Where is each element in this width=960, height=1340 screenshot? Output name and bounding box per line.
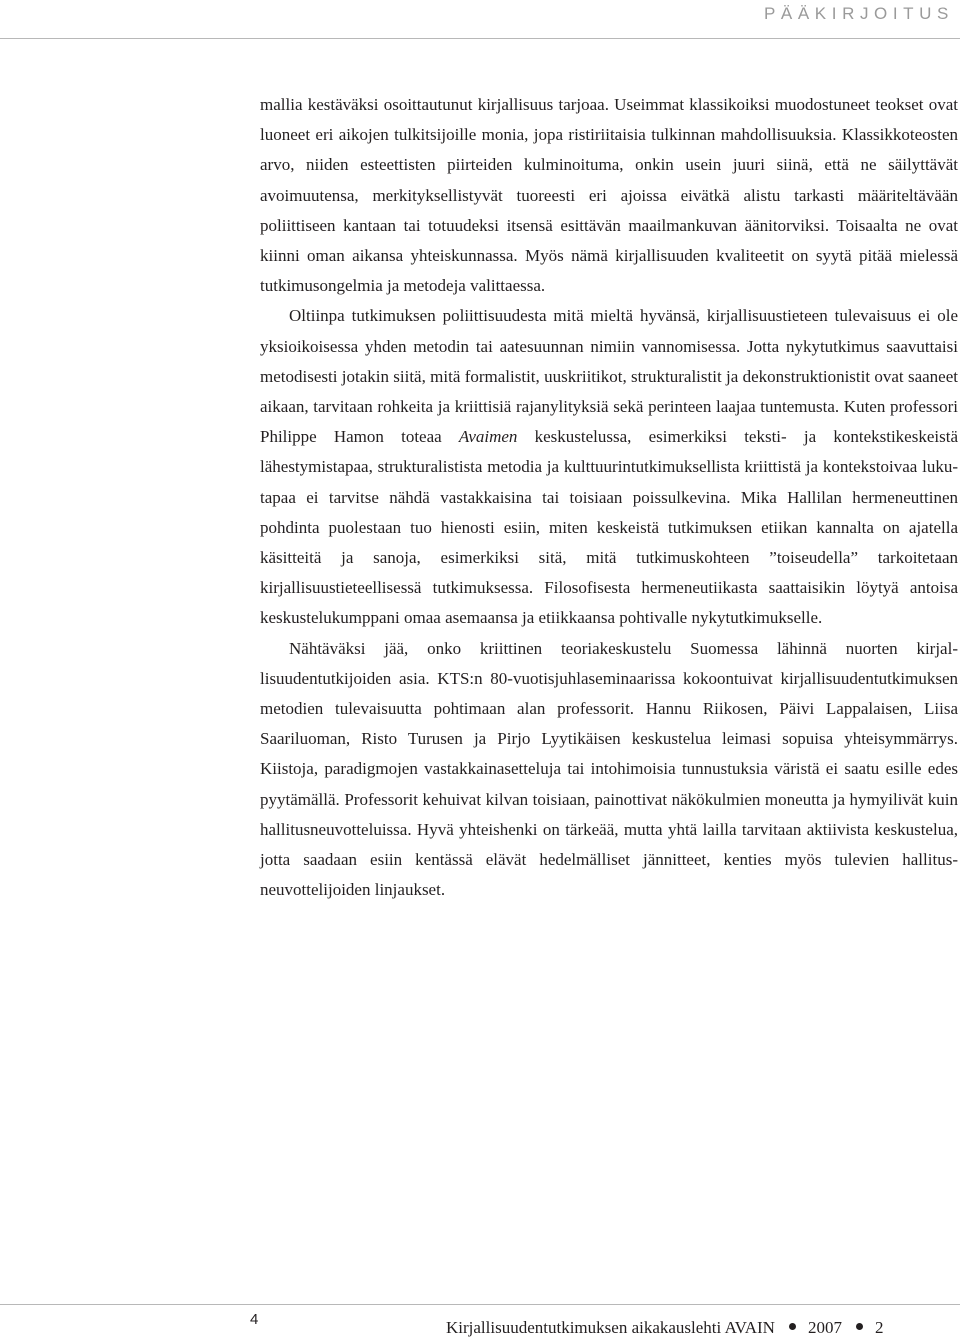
article-paragraph: Nähtäväksi jää, onko kriittinen teoriakeskustelu Suomessa lähinnä nuorten kirjallisuudentutkijoiden asia. KTS:n 80-vuotisjuhlaseminaarissa kokoontuivat kirjallisuudentutkimuksen metodien tulevaisuutta pohtimaan alan professorit. Hannu Riikosen, Päivi Lappalaisen, Liisa Saariluoman, Risto Turusen ja Pirjo Lyytikäisen keskustelua leimasi sopuisa yhteisymmärrys. Kiistoja, paradigmojen vastakkainasetteluja tai intohimoisia tunnustuksia väristä ei saatu esille edes pyytämällä. Professorit kehuivat kilvan toisiaan, painottivat näkökulmien moneutta ja hymyilivät kuin hallitusneuvotteluissa. Hyvä yhteishenki on tärkeää, mutta yhtä lailla tarvitaan aktiivista keskustelua, jotta saadaan esiin kentässä elävät hedelmälliset jännitteet, kenties myös tulevien hallitusneuvottelijoiden linjaukset. [260, 638, 958, 900]
article-paragraph [260, 301, 958, 633]
journal-name: Kirjallisuudentutkimuksen aikakauslehti AVAIN [446, 1318, 775, 1337]
journal-title-italic: Avaimen [458, 427, 518, 447]
bullet-icon [856, 1323, 863, 1330]
journal-issue: 2 [874, 1318, 884, 1337]
page-number: 4 [250, 1311, 259, 1328]
article-body [260, 90, 958, 905]
header-divider [0, 38, 960, 39]
bullet-icon [789, 1323, 796, 1330]
paragraph-text: Oltiinpa tutkimuksen poliittisuudesta mitä mieltä hyvänsä, kirjallisuustieteen tulevaisuus ei ole yksioikoisessa yhden metodin tai aatesuunnan nimiin vannomisessa. Jotta nykytutkimus saavuttaisi metodisesti jotakin siitä, mitä formalistit, uuskriitikot, strukturalistit ja dekonstruktionistit ovat saaneet aikaan, tarvitaan rohkeita ja kriittisiä rajanylityksiä sekä perinteen laajaa tuntemusta. Kuten professori Philippe Hamon toteaa [260, 306, 958, 447]
journal-footer [446, 1318, 883, 1338]
article-paragraph: mallia kestäväksi osoittautunut kirjallisuus tarjoaa. Useimmat klassikoiksi muodostuneet teokset ovat luoneet eri aikojen tulkitsijoille monia, jopa ristiriitaisia tulkinnan mahdollisuuksia. Klassikkoteosten arvo, niiden esteettisten piirteiden kulminoituma, onkin usein juuri siinä, että ne säilyttävät avoimuutensa, merkityksellistyvät tuoreesti eri ajoissa eivätkä alistu tarkasti määriteltävään poliittiseen kantaan tai totuudeksi itsensä esittävän maailmankuvan äänitorviksi. Toisaalta ne ovat kiinni oman aikansa yhteiskunnassa. Myös nämä kirjallisuuden kvaliteetit on syytä pitää mielessä tutkimusongelmia ja metodeja valittaessa. [260, 95, 958, 296]
section-label: PÄÄKIRJOITUS [763, 4, 954, 23]
paragraph-text: keskustelussa, esimerkiksi teksti- ja kontekstikeskeistä lähestymistapaa, strukturalistista metodia ja kulttuurintutkimuksellista kriittistä ja kontekstoivaa lukutapaa ei tarvitse nähdä vastakkaisina tai toisiaan poissulkevina. Mika Hallilan hermeneuttinen pohdinta puolestaan tuo hienosti esiin, miten keskeistä tutkimuksen etiikan kannalta on ajatella käsitteitä ja sanoja, esimerkiksi sitä, mitä tutkimuskohteen ”toiseudella” tarkoitetaan kirjallisuustieteellisessä tutkimuksessa. Filosofisesta hermeneutiikasta saattaisikin löytyä antoisa keskustelukumppani omaa asemaansa ja etiikkaansa pohtivalle nykytutkimukselle. [260, 427, 958, 628]
journal-year: 2007 [807, 1318, 842, 1337]
footer-divider [0, 1304, 960, 1305]
